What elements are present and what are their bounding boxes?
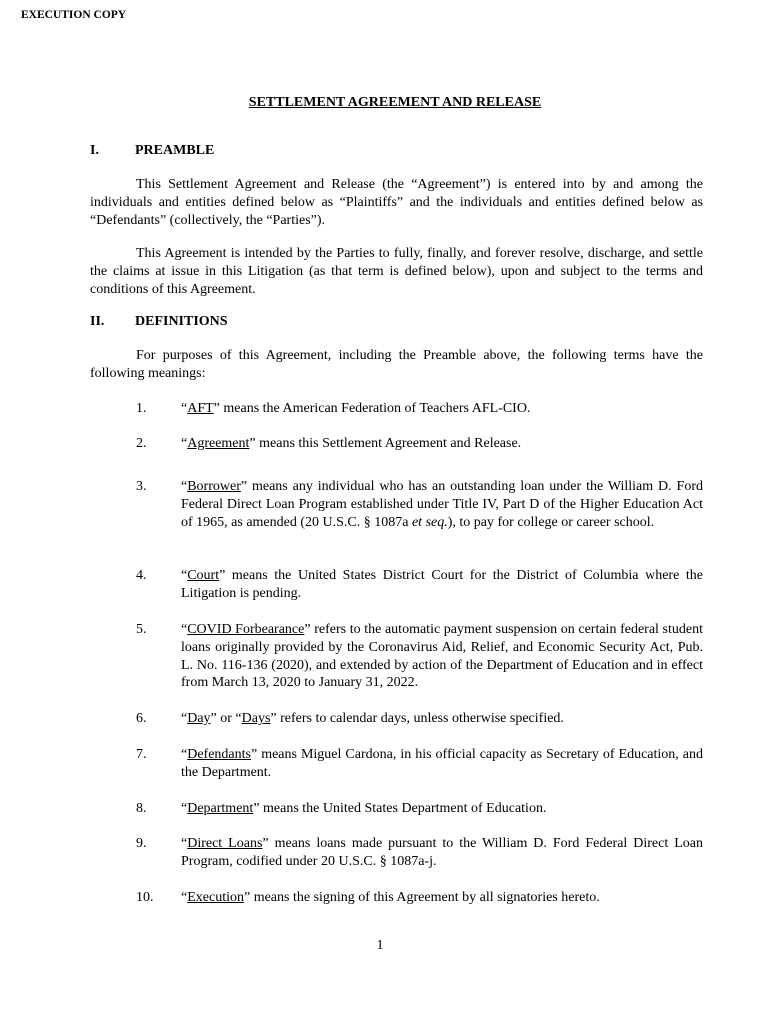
defined-term: Department [187,801,254,816]
definition-body: ” means the United States Department of Education. [253,801,547,816]
definition-number: 10. [136,890,154,905]
preamble-paragraph-1: This Settlement Agreement and Release (the “Agreement”) is entered into by and among the individuals and entities defined below as “Plaintiffs” and the individuals and entities defined below as “Defendants” (collectively, the “Parties”). [90,177,703,228]
section-heading-preamble [90,143,214,159]
definition-item [136,478,703,531]
definition-item [136,400,703,418]
definition-body: ” means Miguel Cardona, in his official capacity as Secretary of Education, and the Department. [181,747,703,780]
open-quote: “ [181,801,188,816]
definition-text [181,800,703,818]
section-heading-definitions [90,314,228,330]
definition-text [181,889,703,907]
definition-number: 7. [136,747,147,762]
open-quote: “ [181,436,188,451]
preamble-paragraph-2: This Agreement is intended by the Parties to fully, finally, and forever resolve, discharge, and settle the claims at issue in this Litigation (as that term is defined below), upon and subject to the terms and conditions of this Agreement. [90,246,703,297]
definition-item [136,800,703,818]
section-title: PREAMBLE [135,143,215,158]
document-title: SETTLEMENT AGREEMENT AND RELEASE [248,95,542,110]
open-quote: “ [181,747,188,762]
definition-body: ” means the American Federation of Teachers AFL-CIO. [213,401,531,416]
defined-term: COVID Forbearance [187,622,305,637]
definition-item [136,889,703,907]
defined-term: Borrower [187,479,241,494]
definition-body: ” means this Settlement Agreement and Release. [249,436,522,451]
definition-number: 6. [136,711,147,726]
defined-term: Direct Loans [187,836,263,851]
italic-citation: et seq. [411,514,448,530]
definition-number: 4. [136,568,147,583]
defined-term: Day [187,711,211,726]
definition-text [181,746,703,782]
definition-number: 9. [136,836,147,851]
section-title: DEFINITIONS [135,314,228,329]
open-quote: “ [181,622,188,637]
section-number: II. [90,314,105,329]
defined-term: Defendants [187,747,251,762]
definition-text [181,621,703,692]
definition-item [136,835,703,871]
definition-item [136,567,703,603]
defined-term: AFT [187,401,214,416]
definition-number: 8. [136,801,147,816]
definition-body: ” refers to the automatic payment suspension on certain federal student loans originally provided by the Coronavirus Aid, Relief, and Economic Security Act, Pub. L. No. 116-136 (2020), and extended by action of the Department of Education and in effect from March 13, 2020 to January 31, 2022. [181,622,704,691]
definition-text [181,567,703,603]
definition-text [181,710,703,728]
definition-item [136,435,703,453]
defined-term: Execution [187,890,244,905]
definition-body: ” means the signing of this Agreement by all signatories hereto. [243,890,600,905]
open-quote: “ [181,401,188,416]
definition-body: ” refers to calendar days, unless otherwise specified. [270,711,564,726]
defined-term: Agreement [187,436,250,451]
definition-text [181,435,703,453]
definition-number: 2. [136,436,147,451]
execution-copy-stamp: EXECUTION COPY [21,9,127,21]
defined-term: Days [241,711,271,726]
term-connector: ” or “ [210,711,242,726]
open-quote: “ [181,890,188,905]
definition-text [181,835,703,871]
open-quote: “ [181,711,188,726]
definitions-intro: For purposes of this Agreement, including the Preamble above, the following terms have the following meanings: [90,348,703,381]
definition-number: 5. [136,622,147,637]
open-quote: “ [181,479,188,494]
definition-item [136,710,703,728]
open-quote: “ [181,836,188,851]
defined-term: Court [187,568,220,583]
page-number: 1 [376,938,384,953]
section-number: I. [90,143,99,158]
definition-item [136,746,703,782]
definition-body: ” means any individual who has an outstanding loan under the William D. Ford Federal Direct Loan Program established under Title IV, Part D of the Higher Education Act of 1965, as amended (20 U.S.C. § 1087a [181,479,703,530]
definition-text [181,400,703,418]
open-quote: “ [181,568,188,583]
definition-item [136,621,703,692]
definition-body: ” means loans made pursuant to the William D. Ford Federal Direct Loan Program, codified under 20 U.S.C. § 1087a-j. [181,836,703,869]
definition-body: ), to pay for college or career school. [447,514,655,530]
definition-number: 1. [136,401,147,416]
definition-text [181,478,703,531]
definition-body: ” means the United States District Court for the District of Columbia where the Litigation is pending. [181,568,703,601]
definition-number: 3. [136,479,147,494]
